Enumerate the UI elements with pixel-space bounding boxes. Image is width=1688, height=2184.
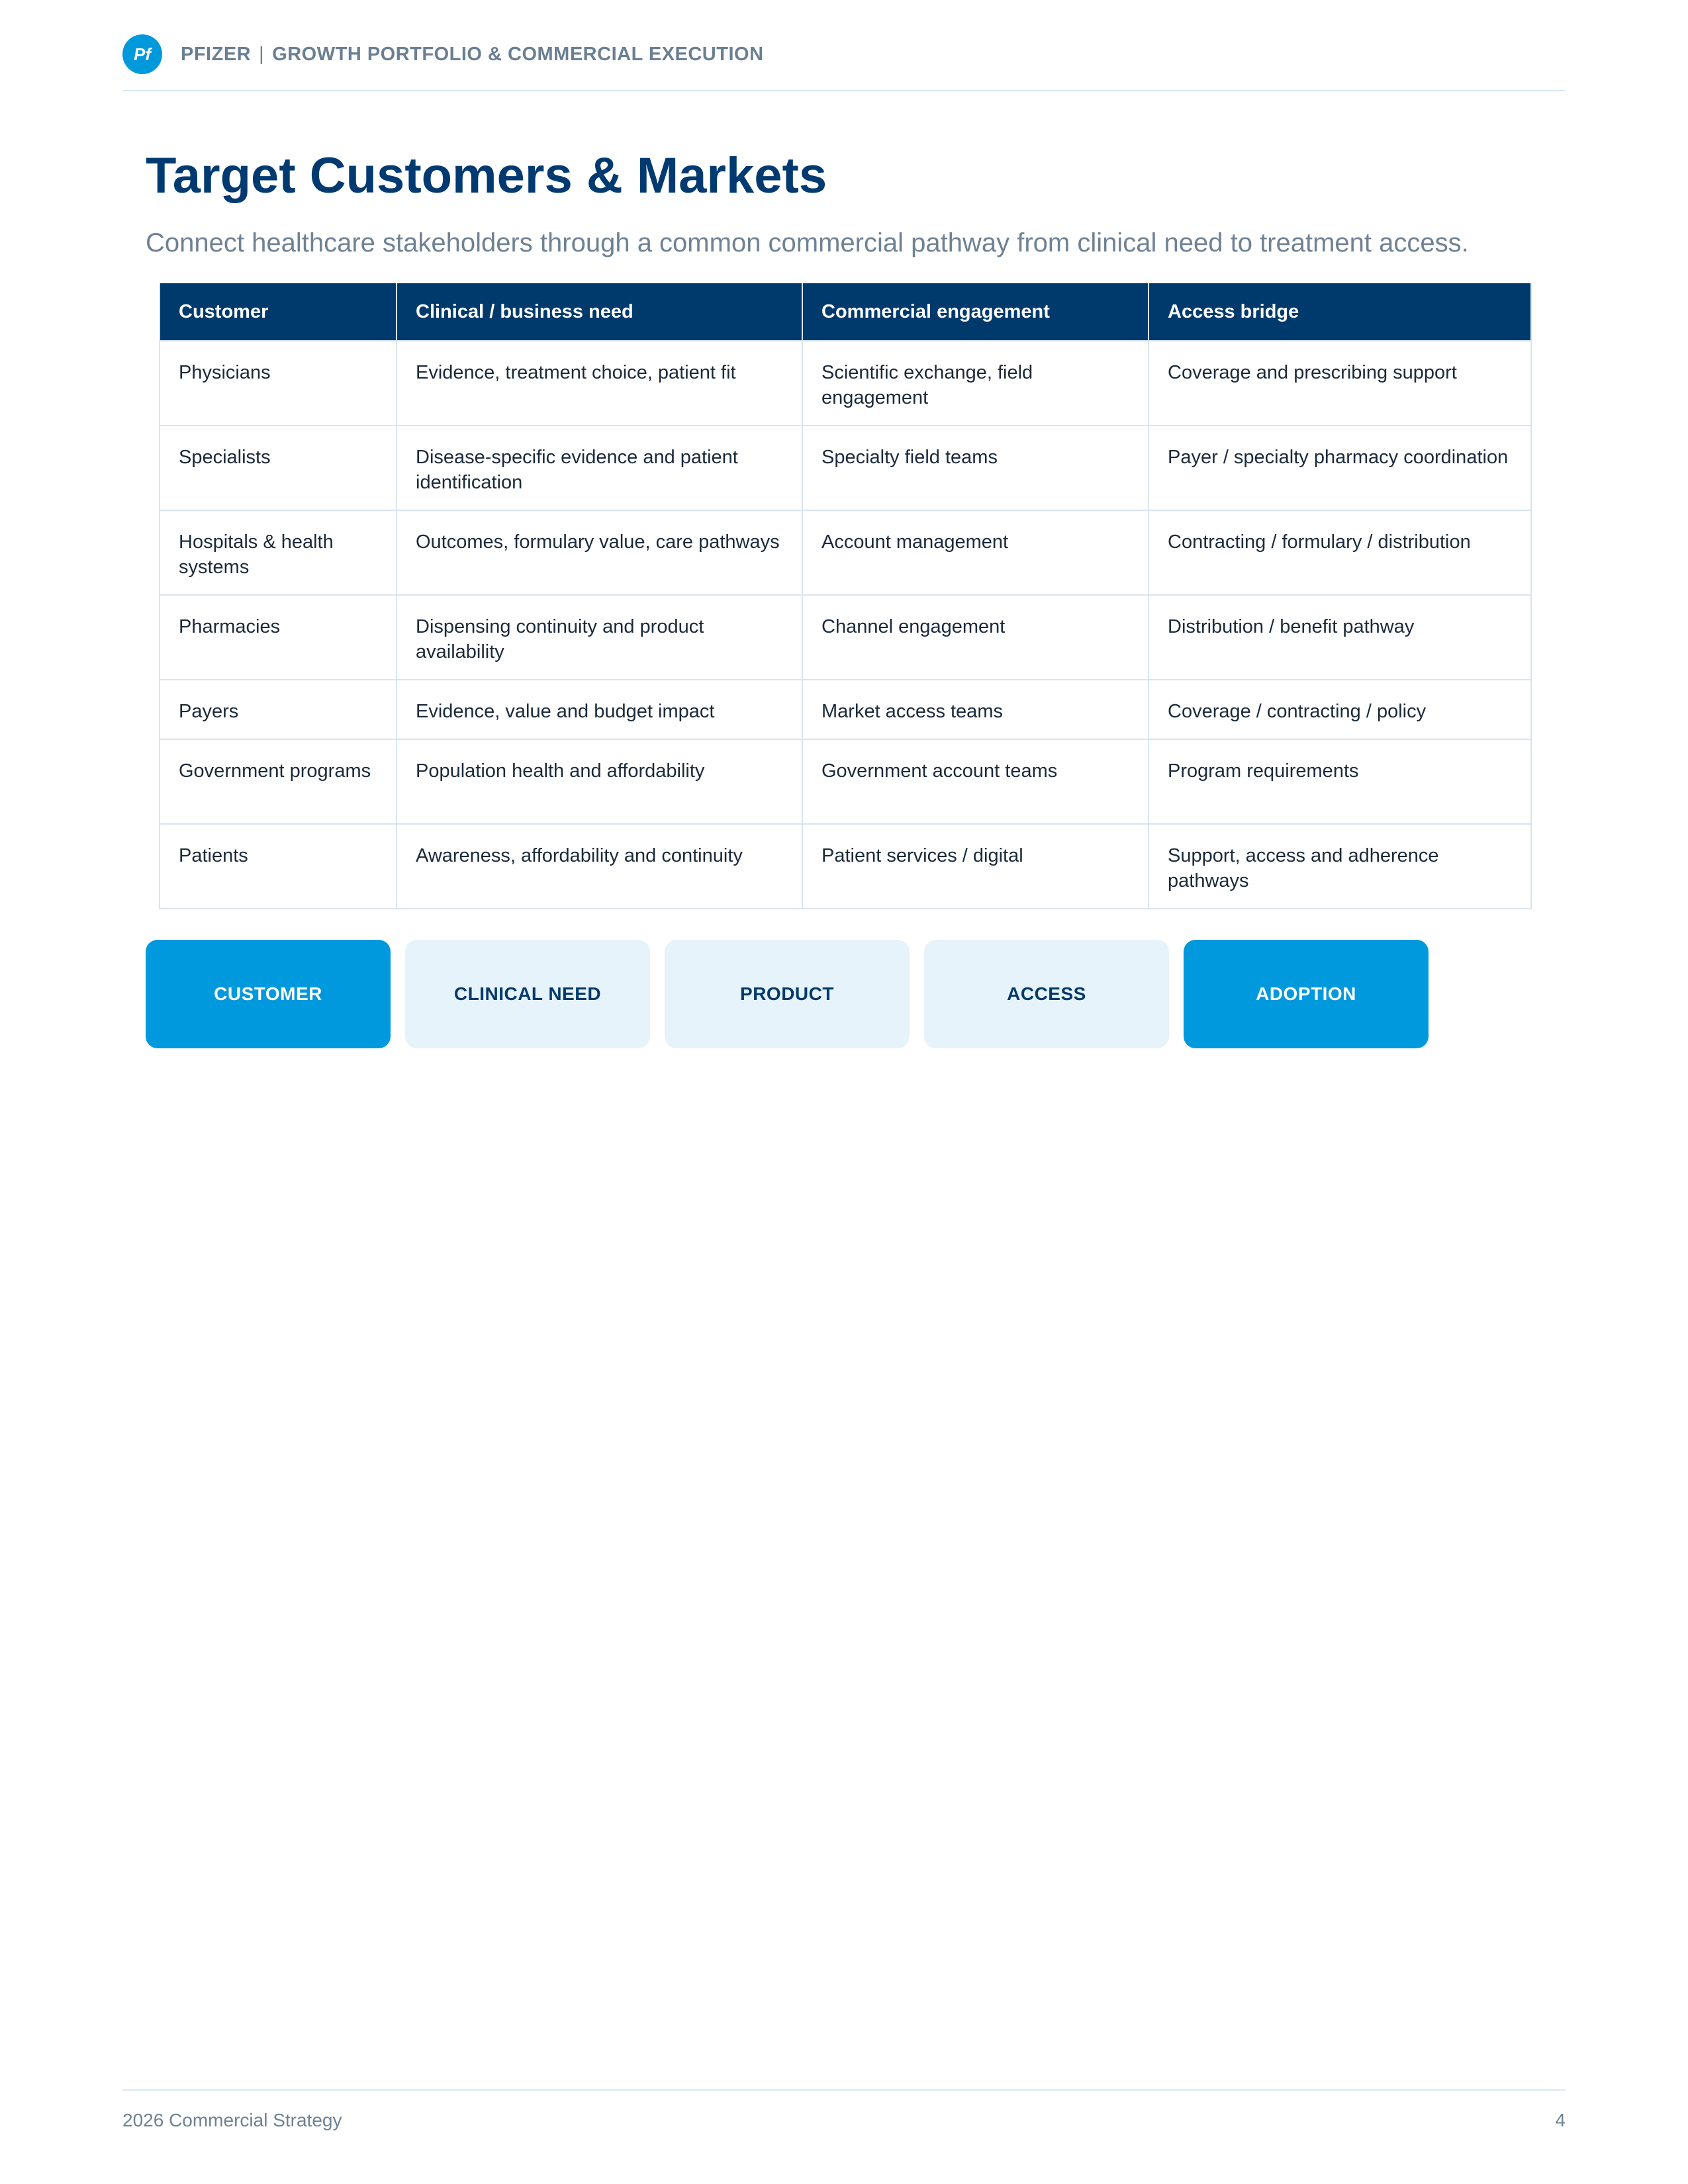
table-cell: Channel engagement — [802, 595, 1149, 680]
table-row — [160, 680, 1531, 739]
table-cell: Outcomes, formulary value, care pathways — [397, 510, 802, 595]
table-row — [160, 595, 1531, 680]
column-header-engagement: Commercial engagement — [802, 283, 1149, 341]
page-number: 4 — [1555, 2110, 1566, 2130]
column-header-need: Clinical / business need — [397, 283, 802, 341]
table-cell: Disease-specific evidence and patient identification — [397, 426, 802, 510]
flow-step-product: PRODUCT — [665, 940, 910, 1048]
flow-step-access: ACCESS — [924, 940, 1169, 1048]
footer-label: 2026 Commercial Strategy — [122, 2110, 342, 2130]
table-cell: Payers — [160, 680, 397, 739]
header-separator: | — [259, 44, 265, 65]
table-cell: Dispensing continuity and product availability — [397, 595, 802, 680]
column-header-access: Access bridge — [1149, 283, 1531, 341]
table-cell: Physicians — [160, 341, 397, 426]
company-name: PFIZER — [181, 44, 252, 65]
pfizer-logo-icon: Pf — [122, 34, 162, 74]
flow-step-clinical-need: CLINICAL NEED — [405, 940, 650, 1048]
table-cell: Support, access and adherence pathways — [1149, 824, 1531, 909]
table-row — [160, 739, 1531, 824]
table-cell: Specialty field teams — [802, 426, 1149, 510]
customer-table — [159, 283, 1532, 909]
table-row — [160, 341, 1531, 426]
table-cell: Population health and affordability — [397, 739, 802, 824]
table-cell: Scientific exchange, field engagement — [802, 341, 1149, 426]
flow-step-customer: CUSTOMER — [146, 940, 391, 1048]
table-cell: Evidence, value and budget impact — [397, 680, 802, 739]
table-cell: Hospitals & health systems — [160, 510, 397, 595]
header-brand — [181, 44, 764, 66]
page-subtitle: Connect healthcare stakeholders through a common commercial pathway from clinical need to treatment access. — [146, 228, 1469, 257]
table-header-row — [160, 283, 1531, 341]
table-cell: Coverage and prescribing support — [1149, 341, 1531, 426]
flow-step-adoption: ADOPTION — [1184, 940, 1429, 1048]
commercial-pathway-flow — [146, 940, 1429, 1048]
table-cell: Awareness, affordability and continuity — [397, 824, 802, 909]
table-row — [160, 824, 1531, 909]
table-cell: Contracting / formulary / distribution — [1149, 510, 1531, 595]
table-cell: Payer / specialty pharmacy coordination — [1149, 426, 1531, 510]
table-cell: Coverage / contracting / policy — [1149, 680, 1531, 739]
section-name: GROWTH PORTFOLIO & COMMERCIAL EXECUTION — [272, 44, 764, 65]
table-cell: Evidence, treatment choice, patient fit — [397, 341, 802, 426]
footer-divider — [122, 2089, 1566, 2091]
page-title: Target Customers & Markets — [146, 148, 827, 204]
page-header — [122, 34, 1566, 91]
column-header-customer: Customer — [160, 283, 397, 341]
table-cell: Specialists — [160, 426, 397, 510]
table-row — [160, 426, 1531, 510]
table-cell: Pharmacies — [160, 595, 397, 680]
table-cell: Patient services / digital — [802, 824, 1149, 909]
table-cell: Distribution / benefit pathway — [1149, 595, 1531, 680]
table-cell: Government account teams — [802, 739, 1149, 824]
table-cell: Patients — [160, 824, 397, 909]
table-cell: Market access teams — [802, 680, 1149, 739]
table-cell: Program requirements — [1149, 739, 1531, 824]
table-row — [160, 510, 1531, 595]
table-cell: Government programs — [160, 739, 397, 824]
table-cell: Account management — [802, 510, 1149, 595]
